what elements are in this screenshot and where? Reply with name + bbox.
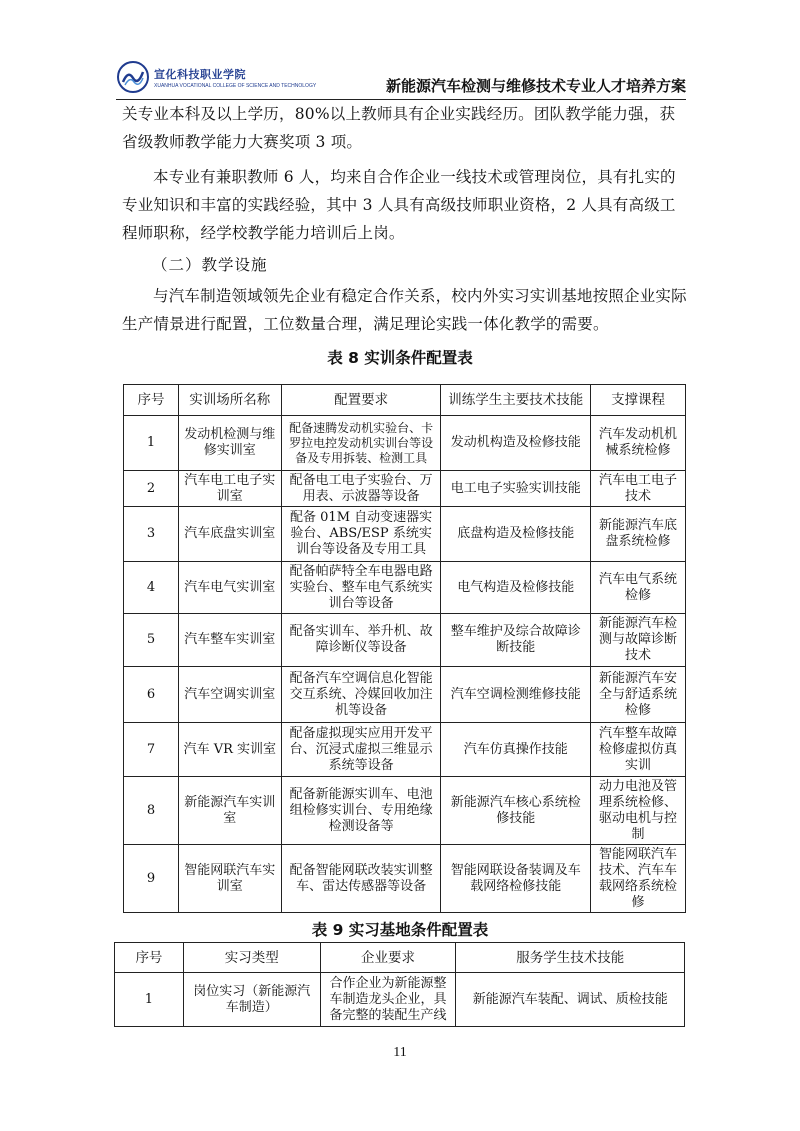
config-requirement: 配备帕萨特全车电器电路实验台、整车电气系统实训台等设备: [281, 562, 441, 614]
supporting-course: 新能源汽车底盘系统检修: [591, 507, 686, 562]
student-skill: 新能源汽车装配、调试、质检技能: [456, 973, 685, 1027]
config-requirement: 配备电工电子实验台、万用表、示波器等设备: [281, 471, 441, 507]
column-header: 支撑课程: [591, 385, 686, 416]
config-requirement: 配备新能源实训车、电池组检修实训台、专用绝缘检测设备等: [281, 777, 441, 845]
config-requirement: 配备智能网联改装实训整车、雷达传感器等设备: [281, 845, 441, 913]
room-name: 汽车整车实训室: [178, 614, 281, 667]
trained-skill: 电气构造及检修技能: [441, 562, 591, 614]
supporting-course: 动力电池及管理系统检修、驱动电机与控制: [591, 777, 686, 845]
trained-skill: 电工电子实验实训技能: [441, 471, 591, 507]
supporting-course: 汽车电气系统检修: [591, 562, 686, 614]
column-header: 配置要求: [281, 385, 441, 416]
supporting-course: 汽车电工电子技术: [591, 471, 686, 507]
trained-skill: 整车维护及综合故障诊断技能: [441, 614, 591, 667]
table-row: [124, 562, 686, 614]
table-row: [124, 507, 686, 562]
config-requirement: 配备虚拟现实应用开发平台、沉浸式虚拟三维显示系统等设备: [281, 723, 441, 777]
supporting-course: 新能源汽车检测与故障诊断技术: [591, 614, 686, 667]
column-header: 序号: [115, 943, 184, 973]
table-row: [124, 416, 686, 471]
row-number: 4: [124, 562, 179, 614]
document-title: 新能源汽车检测与维修技术专业人才培养方案: [385, 77, 686, 95]
room-name: 汽车电气实训室: [178, 562, 281, 614]
table-row: [115, 973, 685, 1027]
row-number: 1: [124, 416, 179, 471]
supporting-course: 汽车整车故障检修虚拟仿真实训: [591, 723, 686, 777]
table-row: [124, 723, 686, 777]
section-subheading: （二）教学设施: [152, 256, 268, 274]
page-number: 11: [393, 1045, 407, 1060]
internship-base-table: [114, 942, 685, 1027]
supporting-course: 智能网联汽车技术、汽车车载网络系统检修: [591, 845, 686, 913]
table-header-row: [115, 943, 685, 973]
table9-caption: 表 9 实习基地条件配置表: [311, 921, 489, 939]
column-header: 实习类型: [183, 943, 320, 973]
table-row: [124, 667, 686, 723]
config-requirement: 配备汽车空调信息化智能交互系统、冷媒回收加注机等设备: [281, 667, 441, 723]
room-name: 汽车 VR 实训室: [178, 723, 281, 777]
supporting-course: 新能源汽车安全与舒适系统检修: [591, 667, 686, 723]
row-number: 2: [124, 471, 179, 507]
column-header: 服务学生技术技能: [456, 943, 685, 973]
school-logo: [116, 60, 316, 94]
column-header: 序号: [124, 385, 179, 416]
room-name: 汽车底盘实训室: [178, 507, 281, 562]
trained-skill: 汽车仿真操作技能: [441, 723, 591, 777]
column-header: 实训场所名称: [178, 385, 281, 416]
config-requirement: 配备速腾发动机实验台、卡罗拉电控发动机实训台等设备及专用拆装、检测工具: [281, 416, 441, 471]
trained-skill: 汽车空调检测维修技能: [441, 667, 591, 723]
room-name: 汽车电工电子实训室: [178, 471, 281, 507]
row-number: 1: [115, 973, 184, 1027]
table-row: [124, 845, 686, 913]
trained-skill: 智能网联设备装调及车载网络检修技能: [441, 845, 591, 913]
room-name: 智能网联汽车实训室: [178, 845, 281, 913]
internship-type: 岗位实习（新能源汽车制造）: [183, 973, 320, 1027]
trained-skill: 底盘构造及检修技能: [441, 507, 591, 562]
trained-skill: 新能源汽车核心系统检修技能: [441, 777, 591, 845]
config-requirement: 配备实训车、举升机、故障诊断仪等设备: [281, 614, 441, 667]
training-conditions-table: [123, 384, 686, 913]
paragraph-faculty-continued: 关专业本科及以上学历，80%以上教师具有企业实践经历。团队教学能力强，获省级教师教学能力大赛奖项 3 项。: [122, 105, 676, 151]
row-number: 8: [124, 777, 179, 845]
room-name: 汽车空调实训室: [178, 667, 281, 723]
config-requirement: 配备 01M 自动变速器实验台、ABS/ESP 系统实训台等设备及专用工具: [281, 507, 441, 562]
row-number: 6: [124, 667, 179, 723]
row-number: 9: [124, 845, 179, 913]
paragraph-part-time-faculty: 本专业有兼职教师 6 人，均来自合作企业一线技术或管理岗位，具有扎实的专业知识和丰富的实践经验，其中 3 人具有高级技师职业资格，2 人具有高级工程师职称，经学校教学能力培训后上岗。: [122, 168, 676, 242]
school-emblem-icon: [116, 60, 150, 94]
table-header-row: [124, 385, 686, 416]
row-number: 5: [124, 614, 179, 667]
table-row: [124, 471, 686, 507]
room-name: 发动机检测与维修实训室: [178, 416, 281, 471]
table-row: [124, 614, 686, 667]
page-header: [116, 60, 686, 100]
paragraph-facilities: 与汽车制造领域领先企业有稳定合作关系，校内外实习实训基地按照企业实际生产情景进行配置，工位数量合理，满足理论实践一体化教学的需要。: [122, 287, 687, 333]
supporting-course: 汽车发动机机械系统检修: [591, 416, 686, 471]
column-header: 企业要求: [320, 943, 456, 973]
trained-skill: 发动机构造及检修技能: [441, 416, 591, 471]
school-name-en: XUANHUA VOCATIONAL COLLEGE OF SCIENCE AND TECHNOLOGY: [154, 82, 317, 89]
row-number: 7: [124, 723, 179, 777]
table8-caption: 表 8 实训条件配置表: [327, 349, 473, 367]
enterprise-requirement: 合作企业为新能源整车制造龙头企业，具备完整的装配生产线: [320, 973, 456, 1027]
row-number: 3: [124, 507, 179, 562]
room-name: 新能源汽车实训室: [178, 777, 281, 845]
school-name: 宣化科技职业学院: [154, 67, 246, 81]
table-row: [124, 777, 686, 845]
column-header: 训练学生主要技术技能: [441, 385, 591, 416]
